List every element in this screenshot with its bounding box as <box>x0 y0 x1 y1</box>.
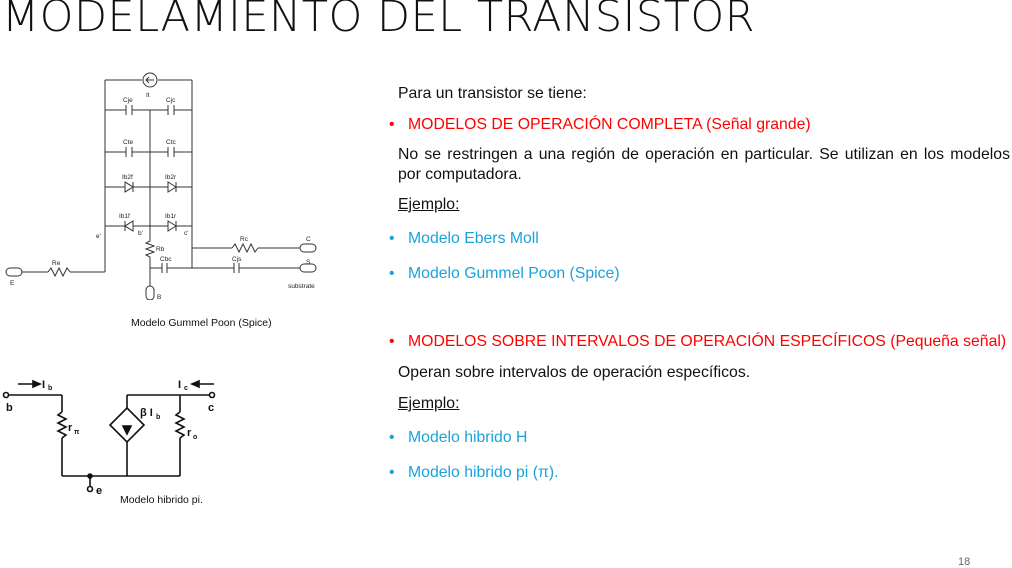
label-c: C <box>306 236 311 243</box>
example1-item2-text: Modelo Gummel Poon (Spice) <box>408 265 620 282</box>
label-ctc: Ctc <box>166 139 176 146</box>
label-e-terminal: e <box>96 485 103 497</box>
section2-description: Operan sobre intervalos de operación específicos. <box>398 364 751 381</box>
label-rc: Rc <box>240 236 248 243</box>
label-r1: r <box>68 422 73 434</box>
label-ic: I <box>178 379 182 391</box>
section2-title <box>386 332 1012 352</box>
bullet-marker: • <box>389 429 395 446</box>
section1-title <box>386 115 1012 135</box>
label-cte: Cte <box>123 139 134 146</box>
label-ic-sub: c <box>184 385 188 392</box>
gummel-poon-caption: Modelo Gummel Poon (Spice) <box>131 317 272 329</box>
label-it: It <box>146 92 150 99</box>
label-substrate: substrate <box>288 283 315 290</box>
label-s: S <box>306 259 311 266</box>
label-c-terminal: c <box>208 402 215 414</box>
label-r1-sub: π <box>74 429 80 436</box>
example1-item2 <box>386 264 1012 284</box>
example2-item2-text: Modelo hibrido pi (π). <box>408 464 559 481</box>
example2-item2 <box>386 463 1012 483</box>
label-ib1f: Ib1f <box>119 213 130 220</box>
label-ib-sub: b <box>48 385 53 392</box>
example1-item1-text: Modelo Ebers Moll <box>408 230 539 247</box>
label-cbc: Cbc <box>160 256 172 263</box>
bullet-marker: • <box>389 116 395 133</box>
example2-item1-text: Modelo hibrido H <box>408 429 528 446</box>
label-e-prime: e' <box>96 233 101 240</box>
example2-item1 <box>386 428 1012 448</box>
label-b: B <box>157 294 162 300</box>
bullet-marker: • <box>389 265 395 282</box>
hybrid-pi-caption: Modelo hibrido pi. <box>120 494 203 506</box>
label-ro-sub: o <box>193 434 198 441</box>
label-beta-ib: β I <box>140 407 153 419</box>
label-cjc: Cjc <box>166 97 176 104</box>
label-c-prime: c' <box>184 230 189 237</box>
bullet-marker: • <box>389 333 395 350</box>
section1-description: No se restringen a una región de operación en particular. Se utilizan en los modelos por computadora. <box>398 146 1010 183</box>
label-ib2f: Ib2f <box>122 174 133 181</box>
section1-title-text: MODELOS DE OPERACIÓN COMPLETA (Señal grande) <box>408 116 811 133</box>
label-b-prime: b' <box>138 230 143 237</box>
page-number: 18 <box>958 556 971 568</box>
label-b-terminal: b <box>6 402 13 414</box>
content-column <box>386 84 1012 483</box>
label-e: E <box>10 280 15 287</box>
section2-title-text: MODELOS SOBRE INTERVALOS DE OPERACIÓN ESPECÍFICOS (Pequeña señal) <box>408 333 1007 350</box>
label-ib: I <box>42 379 46 391</box>
gummel-poon-diagram <box>0 68 330 300</box>
example1-item1 <box>386 229 1012 249</box>
label-ib2r: Ib2r <box>165 174 177 181</box>
label-beta-ib-sub: b <box>156 414 161 421</box>
intro-text: Para un transistor se tiene: <box>398 85 587 102</box>
label-cjs: Cjs <box>232 256 242 263</box>
hybrid-pi-diagram <box>0 368 230 500</box>
label-ro: r <box>187 427 192 439</box>
example-label-2: Ejemplo: <box>398 395 460 412</box>
label-cje: Cje <box>123 97 133 104</box>
label-re: Re <box>52 260 61 267</box>
slide-title: MODELAMIENTO DEL TRANSISTOR <box>2 0 756 42</box>
label-rb: Rb <box>156 246 165 253</box>
label-ib1r: Ib1r <box>165 213 177 220</box>
example-label-1: Ejemplo: <box>398 196 460 213</box>
bullet-marker: • <box>389 230 395 247</box>
bullet-marker: • <box>389 464 395 481</box>
